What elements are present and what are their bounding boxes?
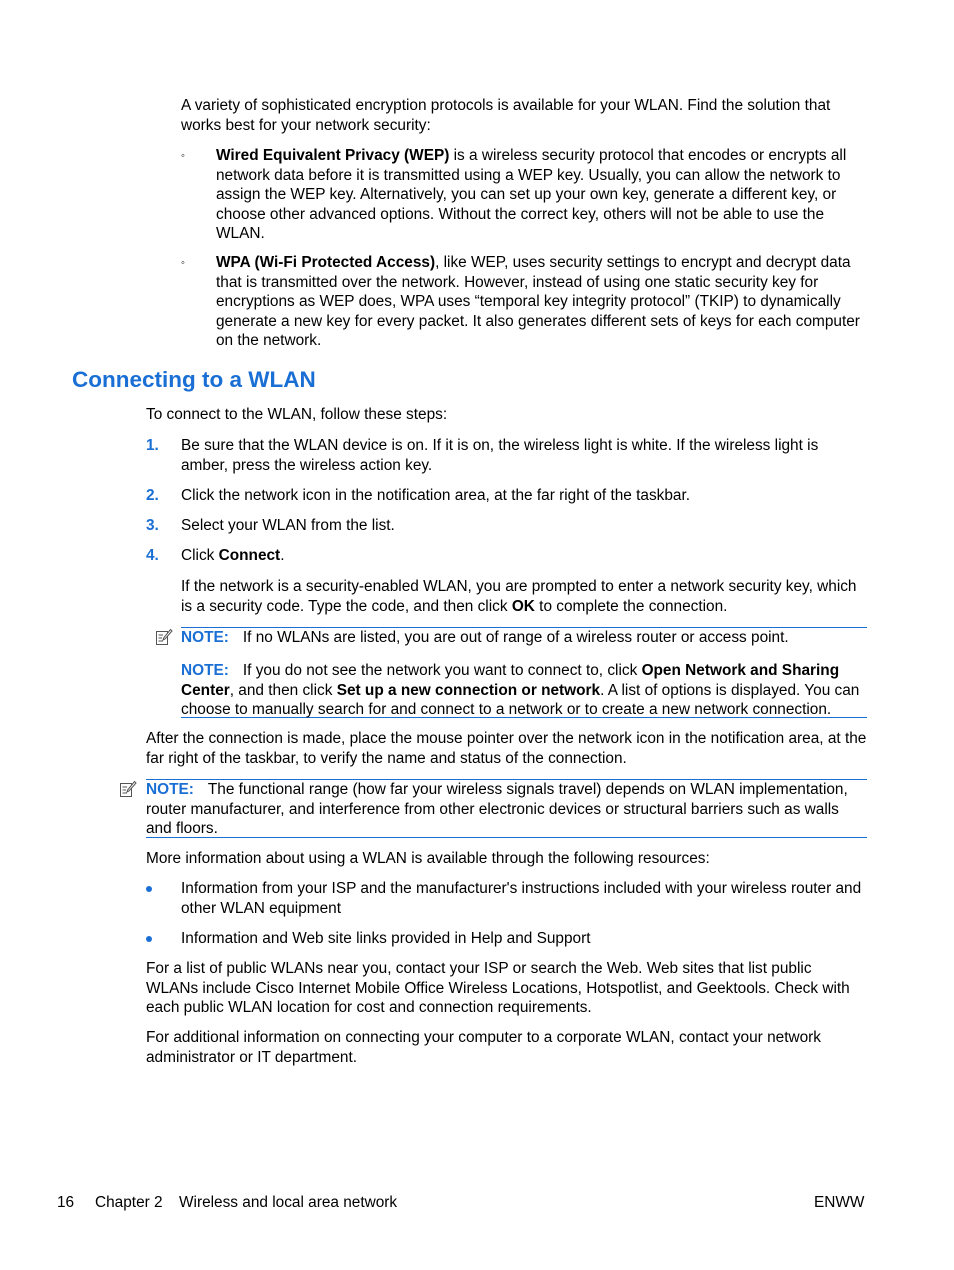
note-2-mid: , and then click: [229, 681, 337, 699]
protocol-wep-term: Wired Equivalent Privacy (WEP): [216, 147, 450, 164]
note-pencil-icon: [155, 628, 173, 646]
step-4-post: .: [280, 547, 285, 564]
public-wlans-paragraph: For a list of public WLANs near you, contact your ISP or search the Web. Web sites that list public WLANs include Cisco Internet Mobile Office Wireless Locations, Hotspotlist, and Geektools. Check with each public WLAN location for cost and connection requirements.: [146, 960, 850, 1016]
step-4-detail-bold: OK: [511, 597, 535, 615]
note-2-bold-2: Set up a new connection or network: [336, 681, 601, 699]
step-number: 1.: [146, 437, 159, 454]
step-4-bold: Connect: [218, 547, 281, 564]
note-label: NOTE:: [146, 781, 194, 798]
note-2-bold-1: Open Network and Sharing Center: [181, 662, 840, 699]
note-3-text: The functional range (how far your wireless signals travel) depends on WLAN implementation, router manufacturer, and interference from other electronic devices or structural barriers such as walls and floors.: [146, 781, 848, 837]
note-2-post: . A list of options is displayed. You can choose to manually search for and connect to a network or to create a new network connection.: [181, 681, 860, 718]
note-3: [146, 780, 867, 839]
footer-enww: ENWW: [814, 1194, 865, 1211]
footer-chapter-title: Wireless and local area network: [179, 1194, 398, 1211]
corporate-paragraph: For additional information on connecting your computer to a corporate WLAN, contact your network administrator or IT department.: [146, 1029, 821, 1066]
step-number: 4.: [146, 547, 159, 564]
footer-page-number: 16: [57, 1194, 75, 1211]
protocol-wpa-term: WPA (Wi-Fi Protected Access): [216, 254, 436, 271]
section-title: Connecting to a WLAN: [72, 367, 316, 392]
step-number: 2.: [146, 487, 159, 504]
note-pencil-icon: [119, 780, 137, 798]
step-2: Click the network icon in the notification area, at the far right of the taskbar.: [181, 487, 691, 504]
bullet-dot: [146, 886, 152, 892]
step-4-detail: [181, 577, 867, 616]
intro-paragraph: A variety of sophisticated encryption protocols is available for your WLAN. Find the solution that works best for your network security:: [181, 97, 831, 134]
protocol-wep-text: is a wireless security protocol that encodes or encrypts all network data before it is transmitted using a WEP key. Usually, you can allow the network to assign the WEP key. Alternatively, you can set up your own key, generate a different key, or choose other advanced options. Without the correct key, others will not be able to use the WLAN.: [216, 147, 847, 242]
note-1-text: If no WLANs are listed, you are out of range of a wireless router or access point.: [242, 629, 789, 646]
protocol-wpa: [216, 253, 867, 351]
step-3: Select your WLAN from the list.: [181, 517, 395, 534]
resource-item-2: Information and Web site links provided in Help and Support: [181, 930, 591, 947]
sub-bullet: ◦: [181, 257, 185, 269]
note-3-box: [146, 779, 867, 838]
resources-intro: More information about using a WLAN is available through the following resources:: [146, 850, 710, 867]
step-4-pre: Click: [181, 547, 219, 564]
step-number: 3.: [146, 517, 159, 534]
protocol-wpa-text: , like WEP, uses security settings to encrypt and decrypt data that is transmitted over the network. However, instead of using one static security key for encryptions as WEP does, WPA uses “temporal key integrity protocol” (TKIP) to dynamically generate a new key for every packet. It also generates different sets of keys for each computer on the network.: [216, 254, 860, 349]
step-4: [181, 546, 867, 566]
note-2-pre: If you do not see the network you want to connect to, click: [242, 662, 642, 679]
footer-chapter: Chapter 2: [95, 1194, 163, 1211]
note-1: [181, 628, 867, 648]
step-4-detail-pre: If the network is a security-enabled WLAN, you are prompted to enter a network security key, which is a security code. Type the code, and then click: [181, 578, 857, 615]
sub-bullet: ◦: [181, 150, 185, 162]
note-2: [181, 661, 867, 720]
note-label: NOTE:: [181, 662, 229, 679]
bullet-dot: [146, 936, 152, 942]
resource-item-1: Information from your ISP and the manufacturer's instructions included with your wireless router and other WLAN equipment: [181, 880, 862, 917]
note-group: [181, 627, 867, 718]
after-connection: After the connection is made, place the mouse pointer over the network icon in the notification area, at the far right of the taskbar, to verify the name and status of the connection.: [146, 730, 867, 767]
note-label: NOTE:: [181, 629, 229, 646]
steps-intro: To connect to the WLAN, follow these steps:: [146, 406, 448, 423]
step-1: Be sure that the WLAN device is on. If it is on, the wireless light is white. If the wireless light is amber, press the wireless action key.: [181, 437, 819, 474]
protocol-wep: [216, 146, 867, 244]
step-4-detail-post: to complete the connection.: [534, 597, 728, 615]
